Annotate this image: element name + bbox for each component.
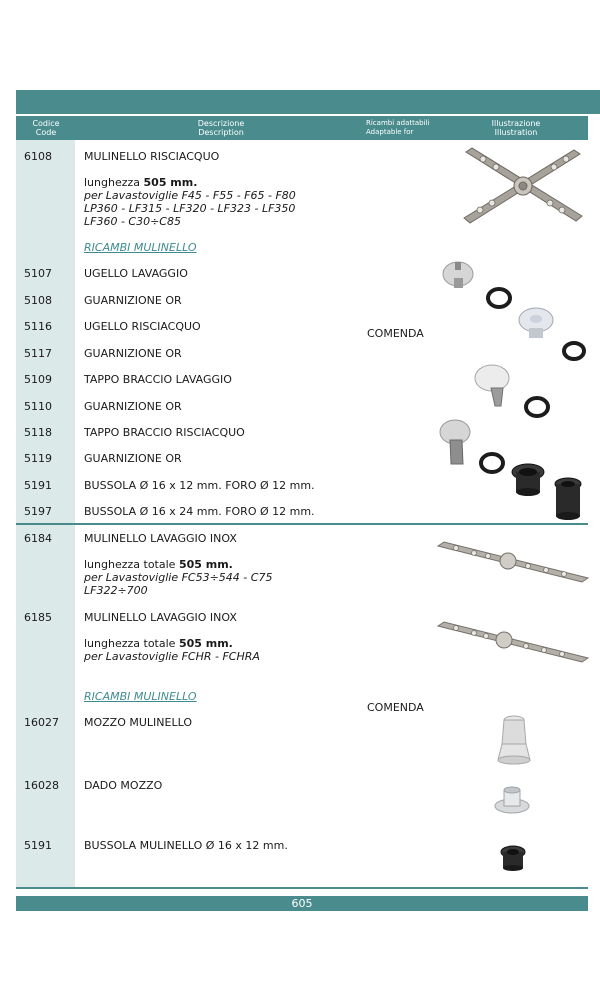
page-footer: [16, 896, 588, 911]
top-band: [16, 90, 600, 114]
section-separator: [16, 523, 588, 525]
desc-6185: [84, 611, 260, 663]
header-spares: [366, 119, 456, 137]
item-length: lunghezza totale 505 mm.: [84, 558, 233, 571]
bushing-short-illustration: [508, 462, 548, 498]
desc-cell: BUSSOLA MULINELLO Ø 16 x 12 mm.: [84, 839, 288, 852]
item-length: lunghezza 505 mm.: [84, 176, 198, 189]
header-desc-en: Description: [198, 128, 244, 137]
code-cell: 5108: [24, 294, 52, 307]
code-6185: 6185: [24, 611, 52, 624]
page-number: 605: [291, 897, 313, 910]
code-6184: 6184: [24, 532, 52, 545]
desc-cell: TAPPO BRACCIO LAVAGGIO: [84, 373, 232, 386]
o-ring-illustration: [522, 394, 552, 420]
item-name: MULINELLO LAVAGGIO INOX: [84, 532, 237, 545]
o-ring-illustration: [485, 286, 513, 310]
header-code: [16, 119, 76, 137]
header-illustration: [471, 119, 561, 137]
header-illus-it: Illustrazione: [491, 119, 541, 128]
hub-illustration: [494, 714, 534, 766]
rinse-arm-illustration: [458, 146, 588, 226]
header-desc-it: Descrizione: [197, 119, 245, 128]
spares-link[interactable]: RICAMBI MULINELLO: [84, 241, 197, 254]
desc-cell: DADO MOZZO: [84, 779, 163, 792]
item-models: LF360 - C30÷C85: [84, 215, 181, 228]
header-spare-it: Ricambi adattabili: [366, 119, 430, 127]
code-cell: 16027: [24, 716, 59, 729]
desc-cell: UGELLO LAVAGGIO: [84, 267, 188, 280]
header-illus-en: Illustration: [494, 128, 538, 137]
code-cell: 5197: [24, 505, 52, 518]
hub-nut-illustration: [492, 784, 532, 816]
wash-arm-6185-illustration: [436, 620, 590, 664]
code-cell: 16028: [24, 779, 59, 792]
spares-link[interactable]: RICAMBI MULINELLO: [84, 690, 197, 703]
desc-cell: GUARNIZIONE OR: [84, 294, 182, 307]
code-cell: 5109: [24, 373, 52, 386]
item-models: LF322÷700: [84, 584, 148, 597]
desc-cell: BUSSOLA Ø 16 x 12 mm. FORO Ø 12 mm.: [84, 479, 315, 492]
rinse-arm-cap-illustration: [438, 418, 474, 466]
item-models: LP360 - LF315 - LF320 - LF323 - LF350: [84, 202, 296, 215]
wash-nozzle-illustration: [441, 260, 475, 290]
code-cell: 5118: [24, 426, 52, 439]
header-description: [176, 119, 266, 137]
brand-label: COMENDA: [367, 327, 424, 340]
desc-cell: GUARNIZIONE OR: [84, 347, 182, 360]
desc-cell: BUSSOLA Ø 16 x 24 mm. FORO Ø 12 mm.: [84, 505, 315, 518]
desc-cell: GUARNIZIONE OR: [84, 400, 182, 413]
bushing-long-illustration: [552, 476, 586, 522]
code-column-2: [16, 525, 75, 888]
desc-cell: TAPPO BRACCIO RISCIACQUO: [84, 426, 245, 439]
desc-cell: MOZZO MULINELLO: [84, 716, 192, 729]
o-ring-illustration: [561, 340, 589, 364]
code-cell: 5119: [24, 452, 52, 465]
code-cell: 5107: [24, 267, 52, 280]
rinse-nozzle-illustration: [516, 305, 556, 341]
desc-6184: [84, 532, 272, 597]
o-ring-illustration: [478, 450, 508, 476]
desc-cell: UGELLO RISCIACQUO: [84, 320, 201, 333]
item-models: per Lavastoviglie FCHR - FCHRA: [84, 650, 260, 663]
table-header: [16, 116, 588, 140]
header-code-it: Codice: [32, 119, 60, 128]
code-cell: 5110: [24, 400, 52, 413]
item-name: MULINELLO RISCIACQUO: [84, 150, 220, 163]
desc-cell: GUARNIZIONE OR: [84, 452, 182, 465]
code-cell: 5191: [24, 479, 52, 492]
code-cell: 5117: [24, 347, 52, 360]
header-spare-en: Adaptable for: [366, 128, 414, 136]
code-cell: 5191: [24, 839, 52, 852]
item-name: MULINELLO LAVAGGIO INOX: [84, 611, 237, 624]
wash-arm-cap-illustration: [473, 364, 513, 408]
item-length: lunghezza totale 505 mm.: [84, 637, 233, 650]
table-bottom-rule: [16, 887, 588, 889]
brand-label: COMENDA: [367, 701, 424, 714]
wash-arm-6184-illustration: [436, 540, 590, 584]
code-6108: 6108: [24, 150, 52, 163]
desc-6108: [84, 150, 296, 228]
item-models: per Lavastoviglie FC53÷544 - C75: [84, 571, 273, 584]
arm-bushing-illustration: [498, 844, 530, 876]
code-cell: 5116: [24, 320, 52, 333]
header-code-en: Code: [35, 128, 57, 137]
item-models: per Lavastoviglie F45 - F55 - F65 - F80: [84, 189, 296, 202]
